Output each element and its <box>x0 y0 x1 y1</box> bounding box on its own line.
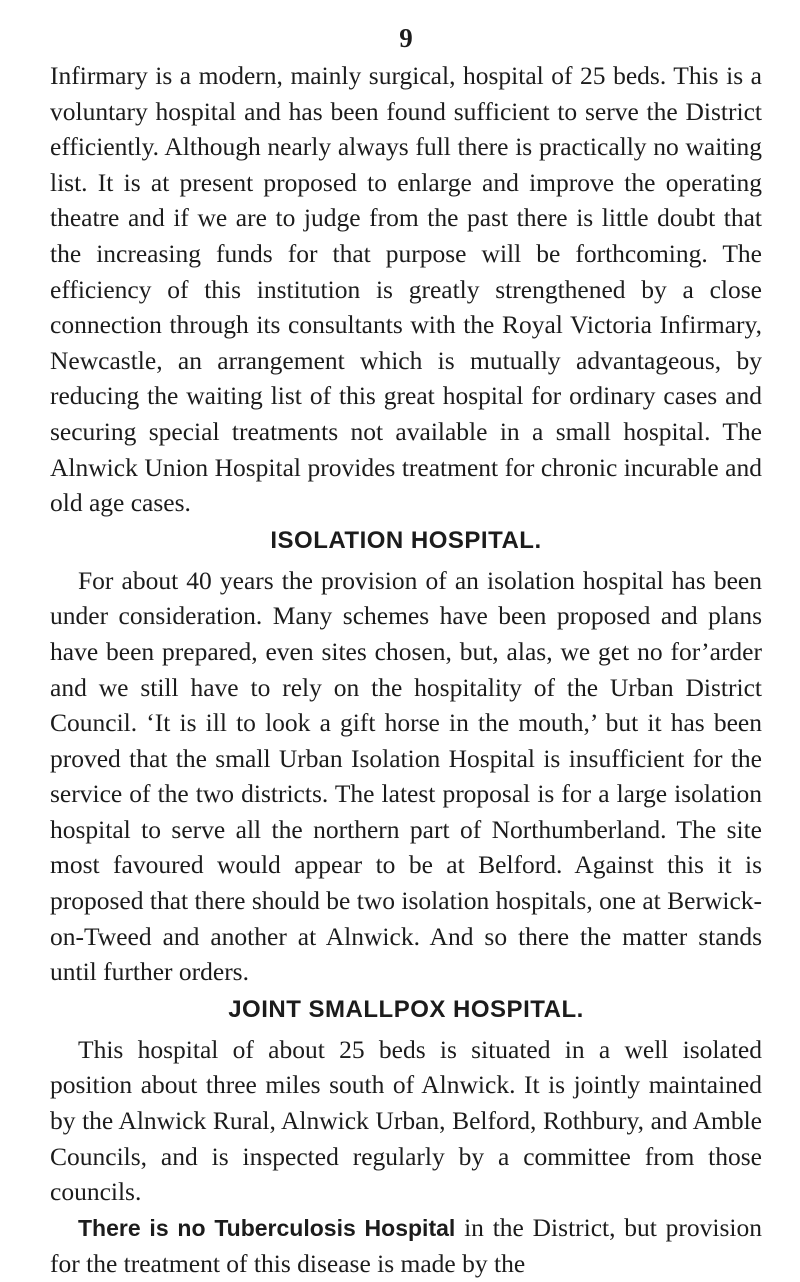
paragraph-infirmary: Infirmary is a modern, mainly surgical, hospital of 25 beds. This is a voluntary hospital and has been found sufficient to serve the District efficiently. Although nearly always full there is practically no waiting list. It is at present proposed to enlarge and improve the operating theatre and if we are to judge from the past there is little doubt that the increasing funds for that purpose will be forthcoming. The efficiency of this institution is greatly strengthened by a close connection through its consultants with the Royal Victoria Infirmary, Newcastle, an arrangement which is mutually advantageous, by reducing the waiting list of this great hospital for ordinary cases and securing special treatments not available in a small hospital. The Alnwick Union Hospital provides treatment for chronic incurable and old age cases. <box>50 61 762 518</box>
tuberculosis-rest: in the District, but provision for the treatment of this disease is made by the <box>50 1212 762 1279</box>
paragraph-tuberculosis <box>50 1210 762 1282</box>
heading-isolation-hospital: ISOLATION HOSPITAL. <box>270 526 542 554</box>
paragraph-smallpox-hospital: This hospital of about 25 beds is situated in a well isolated position about three miles south of Alnwick. It is jointly maintained by the Alnwick Rural, Alnwick Urban, Belford, Rothbury, and Amble Councils, and is inspected regularly by a committee from those councils. <box>50 1034 762 1207</box>
heading-joint-smallpox-hospital: JOINT SMALLPOX HOSPITAL. <box>228 995 584 1023</box>
tuberculosis-lead: There is no Tuberculosis Hospital <box>78 1214 456 1241</box>
paragraph-isolation-hospital: For about 40 years the provision of an isolation hospital has been under consideration. Many schemes have been proposed and plans have been prepared, even sites chosen, but, alas, we get no for’arder and we still have to rely on the hospitality of the Urban District Council. ‘It is ill to look a gift horse in the mouth,’ but it has been proved that the small Urban Isolation Hospital is insufficient for the service of the two districts. The latest proposal is for a large isolation hospital to serve all the northern part of Northumberland. The site most favoured would appear to be at Belford. Against this it is proposed that there should be two isolation hospitals, one at Berwick-on-Tweed and another at Alnwick. And so there the matter stands until further orders. <box>50 565 762 987</box>
page-number: 9 <box>399 23 413 53</box>
